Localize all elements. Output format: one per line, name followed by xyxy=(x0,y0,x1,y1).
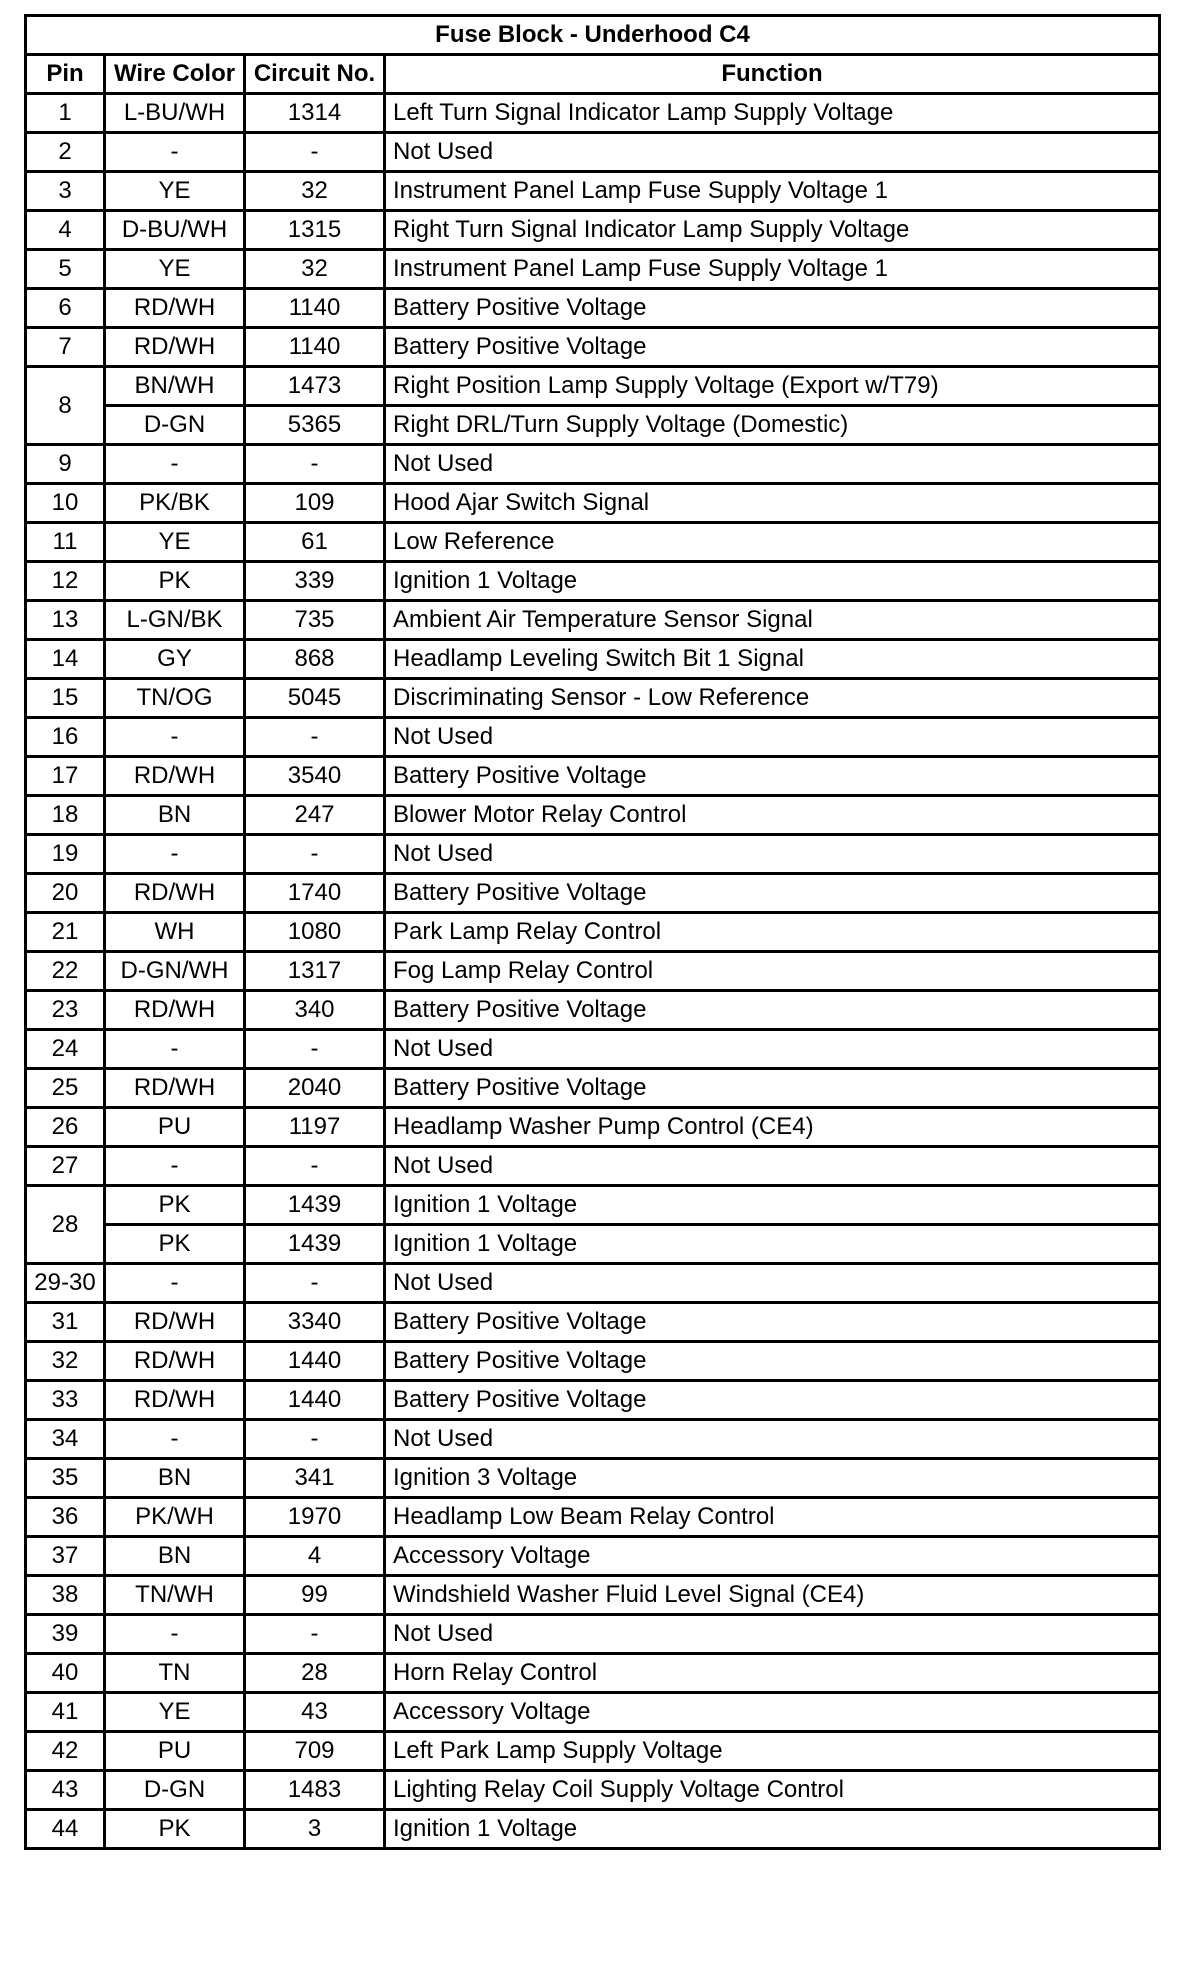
function-cell: Blower Motor Relay Control xyxy=(385,796,1160,835)
wire-color-cell: BN xyxy=(105,1459,245,1498)
wire-color-cell: PK/WH xyxy=(105,1498,245,1537)
function-cell: Windshield Washer Fluid Level Signal (CE4) xyxy=(385,1576,1160,1615)
wire-color-cell: RD/WH xyxy=(105,1303,245,1342)
wire-color-cell: YE xyxy=(105,523,245,562)
wire-color-cell: - xyxy=(105,1030,245,1069)
function-cell: Battery Positive Voltage xyxy=(385,991,1160,1030)
wire-color-cell: - xyxy=(105,1420,245,1459)
table-row xyxy=(26,1069,1160,1108)
function-cell: Not Used xyxy=(385,445,1160,484)
function-cell: Battery Positive Voltage xyxy=(385,874,1160,913)
circuit-no-cell: 735 xyxy=(245,601,385,640)
pin-cell: 13 xyxy=(26,601,105,640)
table-row xyxy=(26,1576,1160,1615)
wire-color-cell: RD/WH xyxy=(105,1381,245,1420)
wire-color-cell: YE xyxy=(105,250,245,289)
table-row xyxy=(26,1693,1160,1732)
wire-color-cell: TN xyxy=(105,1654,245,1693)
circuit-no-cell: 28 xyxy=(245,1654,385,1693)
table-row xyxy=(26,640,1160,679)
table-row xyxy=(26,1186,1160,1225)
wire-color-cell: RD/WH xyxy=(105,289,245,328)
circuit-no-cell: 3 xyxy=(245,1810,385,1849)
function-cell: Not Used xyxy=(385,718,1160,757)
table-row xyxy=(26,952,1160,991)
circuit-no-cell: 32 xyxy=(245,172,385,211)
function-cell: Headlamp Washer Pump Control (CE4) xyxy=(385,1108,1160,1147)
pin-cell: 37 xyxy=(26,1537,105,1576)
table-row xyxy=(26,1654,1160,1693)
function-cell: Park Lamp Relay Control xyxy=(385,913,1160,952)
function-cell: Battery Positive Voltage xyxy=(385,289,1160,328)
circuit-no-cell: 3340 xyxy=(245,1303,385,1342)
table-row xyxy=(26,289,1160,328)
circuit-no-cell: 1439 xyxy=(245,1225,385,1264)
pin-rows xyxy=(26,94,1160,1849)
circuit-no-cell: 1483 xyxy=(245,1771,385,1810)
table-row xyxy=(26,991,1160,1030)
circuit-no-cell: - xyxy=(245,445,385,484)
function-cell: Right Position Lamp Supply Voltage (Export w/T79) xyxy=(385,367,1160,406)
wire-color-cell: RD/WH xyxy=(105,1342,245,1381)
function-cell: Left Turn Signal Indicator Lamp Supply Voltage xyxy=(385,94,1160,133)
pin-cell: 32 xyxy=(26,1342,105,1381)
function-cell: Left Park Lamp Supply Voltage xyxy=(385,1732,1160,1771)
table-row xyxy=(26,406,1160,445)
wire-color-cell: PK xyxy=(105,1225,245,1264)
header-wire-color: Wire Color xyxy=(105,55,245,94)
circuit-no-cell: 43 xyxy=(245,1693,385,1732)
circuit-no-cell: - xyxy=(245,835,385,874)
pin-cell: 12 xyxy=(26,562,105,601)
table-row xyxy=(26,445,1160,484)
table-row xyxy=(26,1771,1160,1810)
pin-cell: 9 xyxy=(26,445,105,484)
table-row xyxy=(26,1498,1160,1537)
table-row xyxy=(26,1108,1160,1147)
wire-color-cell: PK xyxy=(105,562,245,601)
wire-color-cell: GY xyxy=(105,640,245,679)
wire-color-cell: - xyxy=(105,133,245,172)
table-row xyxy=(26,1420,1160,1459)
wire-color-cell: BN/WH xyxy=(105,367,245,406)
pin-cell: 43 xyxy=(26,1771,105,1810)
circuit-no-cell: 1140 xyxy=(245,289,385,328)
function-cell: Not Used xyxy=(385,835,1160,874)
circuit-no-cell: 1314 xyxy=(245,94,385,133)
function-cell: Battery Positive Voltage xyxy=(385,1342,1160,1381)
function-cell: Accessory Voltage xyxy=(385,1693,1160,1732)
table-row xyxy=(26,1303,1160,1342)
pin-cell: 38 xyxy=(26,1576,105,1615)
table-row xyxy=(26,562,1160,601)
table-row xyxy=(26,1537,1160,1576)
pin-cell: 19 xyxy=(26,835,105,874)
circuit-no-cell: 32 xyxy=(245,250,385,289)
pin-cell: 24 xyxy=(26,1030,105,1069)
function-cell: Ignition 1 Voltage xyxy=(385,1186,1160,1225)
function-cell: Instrument Panel Lamp Fuse Supply Voltage 1 xyxy=(385,172,1160,211)
pin-cell: 16 xyxy=(26,718,105,757)
wire-color-cell: D-GN/WH xyxy=(105,952,245,991)
function-cell: Instrument Panel Lamp Fuse Supply Voltage 1 xyxy=(385,250,1160,289)
function-cell: Accessory Voltage xyxy=(385,1537,1160,1576)
circuit-no-cell: 247 xyxy=(245,796,385,835)
pin-cell: 44 xyxy=(26,1810,105,1849)
wire-color-cell: BN xyxy=(105,796,245,835)
table-row xyxy=(26,172,1160,211)
header-function: Function xyxy=(385,55,1160,94)
wire-color-cell: RD/WH xyxy=(105,1069,245,1108)
circuit-no-cell: 109 xyxy=(245,484,385,523)
pin-cell: 8 xyxy=(26,367,105,445)
function-cell: Right DRL/Turn Supply Voltage (Domestic) xyxy=(385,406,1160,445)
circuit-no-cell: 341 xyxy=(245,1459,385,1498)
pin-cell: 3 xyxy=(26,172,105,211)
wire-color-cell: - xyxy=(105,835,245,874)
table-row xyxy=(26,211,1160,250)
pin-cell: 25 xyxy=(26,1069,105,1108)
header-pin: Pin xyxy=(26,55,105,94)
wire-color-cell: RD/WH xyxy=(105,757,245,796)
circuit-no-cell: 339 xyxy=(245,562,385,601)
pin-cell: 36 xyxy=(26,1498,105,1537)
wire-color-cell: - xyxy=(105,445,245,484)
pin-cell: 11 xyxy=(26,523,105,562)
pin-cell: 21 xyxy=(26,913,105,952)
circuit-no-cell: 1197 xyxy=(245,1108,385,1147)
circuit-no-cell: 1970 xyxy=(245,1498,385,1537)
circuit-no-cell: - xyxy=(245,718,385,757)
wire-color-cell: WH xyxy=(105,913,245,952)
function-cell: Battery Positive Voltage xyxy=(385,757,1160,796)
table-row xyxy=(26,1030,1160,1069)
function-cell: Discriminating Sensor - Low Reference xyxy=(385,679,1160,718)
wire-color-cell: D-GN xyxy=(105,406,245,445)
pin-cell: 1 xyxy=(26,94,105,133)
circuit-no-cell: 4 xyxy=(245,1537,385,1576)
pin-cell: 20 xyxy=(26,874,105,913)
pin-cell: 41 xyxy=(26,1693,105,1732)
function-cell: Battery Positive Voltage xyxy=(385,1303,1160,1342)
table-row xyxy=(26,718,1160,757)
function-cell: Headlamp Leveling Switch Bit 1 Signal xyxy=(385,640,1160,679)
function-cell: Battery Positive Voltage xyxy=(385,328,1160,367)
table-row xyxy=(26,1381,1160,1420)
wire-color-cell: RD/WH xyxy=(105,328,245,367)
table-row xyxy=(26,835,1160,874)
circuit-no-cell: - xyxy=(245,1030,385,1069)
header-circuit-no: Circuit No. xyxy=(245,55,385,94)
wire-color-cell: YE xyxy=(105,172,245,211)
pin-cell: 4 xyxy=(26,211,105,250)
pin-cell: 28 xyxy=(26,1186,105,1264)
function-cell: Ignition 3 Voltage xyxy=(385,1459,1160,1498)
pin-cell: 33 xyxy=(26,1381,105,1420)
function-cell: Horn Relay Control xyxy=(385,1654,1160,1693)
table-row xyxy=(26,1147,1160,1186)
circuit-no-cell: 5045 xyxy=(245,679,385,718)
function-cell: Right Turn Signal Indicator Lamp Supply Voltage xyxy=(385,211,1160,250)
wire-color-cell: - xyxy=(105,718,245,757)
table-row xyxy=(26,874,1160,913)
wire-color-cell: TN/WH xyxy=(105,1576,245,1615)
circuit-no-cell: 61 xyxy=(245,523,385,562)
wire-color-cell: YE xyxy=(105,1693,245,1732)
circuit-no-cell: - xyxy=(245,133,385,172)
circuit-no-cell: 1317 xyxy=(245,952,385,991)
wire-color-cell: PK xyxy=(105,1810,245,1849)
pin-cell: 29-30 xyxy=(26,1264,105,1303)
pinout-table xyxy=(24,14,1161,1850)
table-row xyxy=(26,1810,1160,1849)
table-row xyxy=(26,133,1160,172)
table-row xyxy=(26,679,1160,718)
table-row xyxy=(26,601,1160,640)
function-cell: Battery Positive Voltage xyxy=(385,1069,1160,1108)
table-row xyxy=(26,484,1160,523)
pin-cell: 27 xyxy=(26,1147,105,1186)
circuit-no-cell: 1315 xyxy=(245,211,385,250)
circuit-no-cell: 1473 xyxy=(245,367,385,406)
title-row xyxy=(26,16,1160,55)
circuit-no-cell: - xyxy=(245,1420,385,1459)
circuit-no-cell: 1740 xyxy=(245,874,385,913)
circuit-no-cell: 2040 xyxy=(245,1069,385,1108)
wire-color-cell: - xyxy=(105,1264,245,1303)
wire-color-cell: BN xyxy=(105,1537,245,1576)
header-row xyxy=(26,55,1160,94)
pin-cell: 18 xyxy=(26,796,105,835)
connector-pinout-sheet xyxy=(24,14,1158,1850)
circuit-no-cell: 99 xyxy=(245,1576,385,1615)
function-cell: Ambient Air Temperature Sensor Signal xyxy=(385,601,1160,640)
function-cell: Ignition 1 Voltage xyxy=(385,1810,1160,1849)
table-row xyxy=(26,1342,1160,1381)
wire-color-cell: RD/WH xyxy=(105,991,245,1030)
wire-color-cell: D-BU/WH xyxy=(105,211,245,250)
table-title: Fuse Block - Underhood C4 xyxy=(26,16,1160,55)
pin-cell: 6 xyxy=(26,289,105,328)
pin-cell: 42 xyxy=(26,1732,105,1771)
function-cell: Not Used xyxy=(385,133,1160,172)
circuit-no-cell: 1440 xyxy=(245,1342,385,1381)
circuit-no-cell: 1080 xyxy=(245,913,385,952)
pin-cell: 34 xyxy=(26,1420,105,1459)
pin-cell: 40 xyxy=(26,1654,105,1693)
circuit-no-cell: - xyxy=(245,1615,385,1654)
circuit-no-cell: 5365 xyxy=(245,406,385,445)
function-cell: Low Reference xyxy=(385,523,1160,562)
table-row xyxy=(26,1615,1160,1654)
pin-cell: 2 xyxy=(26,133,105,172)
circuit-no-cell: 1439 xyxy=(245,1186,385,1225)
function-cell: Not Used xyxy=(385,1030,1160,1069)
wire-color-cell: PU xyxy=(105,1732,245,1771)
function-cell: Ignition 1 Voltage xyxy=(385,1225,1160,1264)
table-row xyxy=(26,1264,1160,1303)
table-row xyxy=(26,1225,1160,1264)
circuit-no-cell: 1440 xyxy=(245,1381,385,1420)
table-row xyxy=(26,250,1160,289)
pin-cell: 22 xyxy=(26,952,105,991)
function-cell: Not Used xyxy=(385,1264,1160,1303)
wire-color-cell: PU xyxy=(105,1108,245,1147)
circuit-no-cell: 868 xyxy=(245,640,385,679)
pin-cell: 14 xyxy=(26,640,105,679)
pin-cell: 39 xyxy=(26,1615,105,1654)
pin-cell: 26 xyxy=(26,1108,105,1147)
function-cell: Not Used xyxy=(385,1615,1160,1654)
table-row xyxy=(26,1459,1160,1498)
wire-color-cell: PK xyxy=(105,1186,245,1225)
wire-color-cell: L-BU/WH xyxy=(105,94,245,133)
wire-color-cell: L-GN/BK xyxy=(105,601,245,640)
pin-cell: 17 xyxy=(26,757,105,796)
circuit-no-cell: 1140 xyxy=(245,328,385,367)
circuit-no-cell: 3540 xyxy=(245,757,385,796)
wire-color-cell: - xyxy=(105,1147,245,1186)
function-cell: Not Used xyxy=(385,1147,1160,1186)
function-cell: Lighting Relay Coil Supply Voltage Control xyxy=(385,1771,1160,1810)
function-cell: Headlamp Low Beam Relay Control xyxy=(385,1498,1160,1537)
pin-cell: 7 xyxy=(26,328,105,367)
table-row xyxy=(26,796,1160,835)
pin-cell: 23 xyxy=(26,991,105,1030)
wire-color-cell: RD/WH xyxy=(105,874,245,913)
function-cell: Hood Ajar Switch Signal xyxy=(385,484,1160,523)
pin-cell: 5 xyxy=(26,250,105,289)
function-cell: Battery Positive Voltage xyxy=(385,1381,1160,1420)
table-row xyxy=(26,913,1160,952)
function-cell: Ignition 1 Voltage xyxy=(385,562,1160,601)
pin-cell: 10 xyxy=(26,484,105,523)
function-cell: Not Used xyxy=(385,1420,1160,1459)
pin-cell: 35 xyxy=(26,1459,105,1498)
circuit-no-cell: - xyxy=(245,1147,385,1186)
function-cell: Fog Lamp Relay Control xyxy=(385,952,1160,991)
wire-color-cell: - xyxy=(105,1615,245,1654)
table-row xyxy=(26,328,1160,367)
circuit-no-cell: - xyxy=(245,1264,385,1303)
wire-color-cell: D-GN xyxy=(105,1771,245,1810)
table-row xyxy=(26,1732,1160,1771)
wire-color-cell: PK/BK xyxy=(105,484,245,523)
table-row xyxy=(26,94,1160,133)
wire-color-cell: TN/OG xyxy=(105,679,245,718)
table-row xyxy=(26,523,1160,562)
circuit-no-cell: 340 xyxy=(245,991,385,1030)
table-row xyxy=(26,367,1160,406)
pin-cell: 15 xyxy=(26,679,105,718)
table-row xyxy=(26,757,1160,796)
pin-cell: 31 xyxy=(26,1303,105,1342)
circuit-no-cell: 709 xyxy=(245,1732,385,1771)
